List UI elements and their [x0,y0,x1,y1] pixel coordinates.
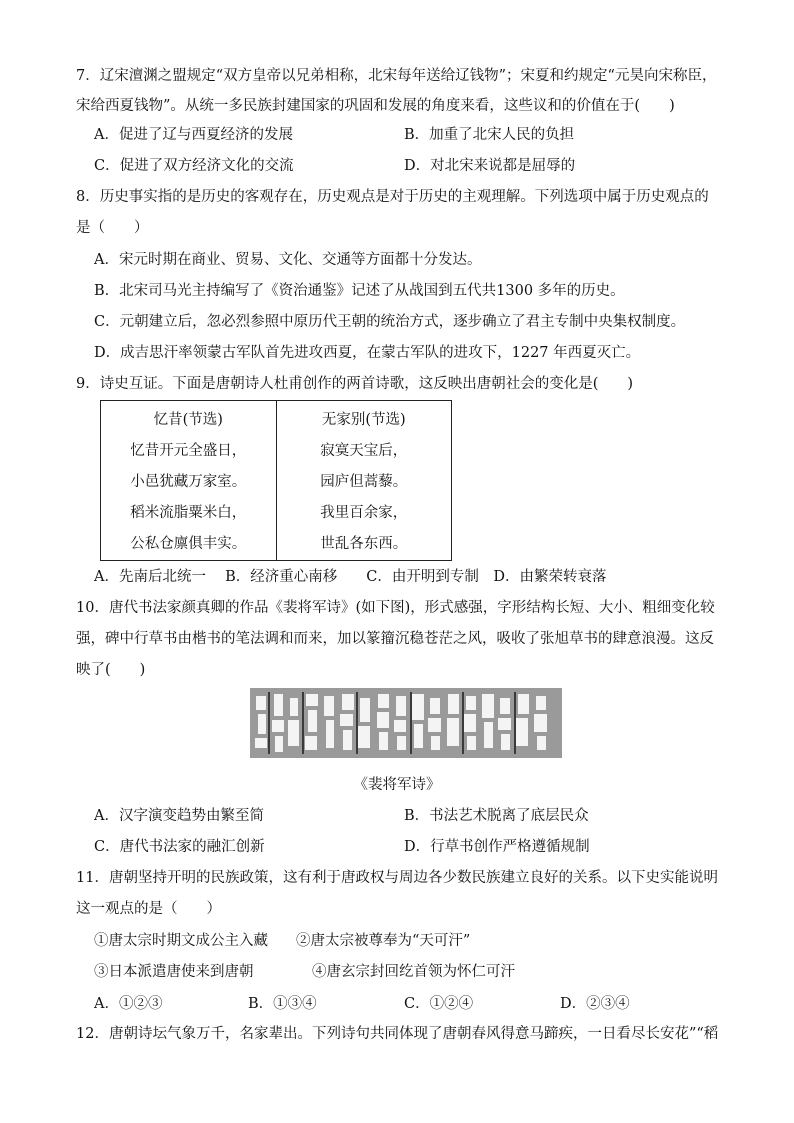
poem-right-line: 世乱各东西。 [320,536,408,552]
poem-left [101,401,277,561]
q8-option-a[interactable]: A．宋元时期在商业、贸易、文化、交通等方面都十分发达。 [94,252,482,268]
q10-stem-line1: 10．唐代书法家颜真卿的作品《裴将军诗》(如下图)，形式感强，字形结构长短、大小、粗细变化较 [76,600,715,616]
q10-option-a[interactable]: A．汉字演变趋势由繁至简 [94,808,264,824]
poem-left-line: 小邑犹藏万家室。 [130,474,247,490]
q9-stem: 9．诗史互证。下面是唐朝诗人杜甫创作的两首诗歌，这反映出唐朝社会的变化是( ) [76,376,634,392]
calligraphy-caption: 《裴将军诗》 [353,777,441,793]
q8-option-b[interactable]: B．北宋司马光主持编写了《资治通鉴》记述了从战国到五代共1300 多年的历史。 [94,283,625,299]
q7-option-b[interactable]: B．加重了北宋人民的负担 [404,127,575,143]
q11-stem-line1: 11．唐朝坚持开明的民族政策，这有利于唐政权与周边各少数民族建立良好的关系。以下史实能说明 [76,870,718,886]
q8-option-d[interactable]: D．成吉思汗率领蒙古军队首先进攻西夏，在蒙古军队的进攻下，1227 年西夏灭亡。 [94,345,641,361]
q7-stem-line2: 宋给西夏钱物”。从统一多民族封建国家的巩固和发展的角度来看，这些议和的价值在于( ) [76,98,675,114]
q8-stem-line1: 8．历史事实指的是历史的客观存在，历史观点是对于历史的主观理解。下列选项中属于历史观点的 [76,189,709,205]
poem-table [100,400,452,561]
q10-option-c[interactable]: C．唐代书法家的融汇创新 [94,839,265,855]
q11-option-a[interactable]: A．①②③ [94,996,163,1012]
q11-item-3: ③日本派遣唐使来到唐朝 [94,964,254,980]
q7-option-d[interactable]: D．对北宋来说都是屈辱的 [404,158,576,174]
q12-stem-line1: 12．唐朝诗坛气象万千，名家辈出。下列诗句共同体现了唐朝春风得意马蹄疾，一日看尽长安花”“稻 [76,1026,719,1042]
calligraphy-strokes [250,688,562,758]
q10-stem-line2: 强，碑中行草书由楷书的笔法调和而来，加以篆籀沉稳苍茫之风，吸收了张旭草书的肆意浪漫。这反 [76,631,714,647]
q11-option-b[interactable]: B．①③④ [248,996,317,1012]
q11-stem-line2: 这一观点的是（ ） [76,901,221,917]
q11-option-d[interactable]: D．②③④ [560,996,630,1012]
q10-stem-line3: 映了( ) [76,662,146,678]
q10-option-d[interactable]: D．行草书创作严格遵循规制 [404,839,590,855]
poem-left-line: 公私仓廪俱丰实。 [130,536,247,552]
poem-left-line: 忆昔开元全盛日， [130,443,247,459]
q11-item-4: ④唐玄宗封回纥首领为怀仁可汗 [312,964,515,980]
poem-left-line: 稻米流脂粟米白， [130,505,247,521]
poem-right-line: 我里百余家， [320,505,408,521]
poem-right [276,401,452,561]
q11-item-1: ①唐太宗时期文成公主入藏 [94,933,268,949]
poem-right-title: 无家别(节选) [321,412,406,428]
q8-stem-line2: 是（ ） [76,220,149,236]
q8-option-c[interactable]: C．元朝建立后，忽必烈参照中原历代王朝的统治方式，逐步确立了君主专制中央集权制度。 [94,314,686,330]
poem-right-line: 园庐但蒿藜。 [320,474,408,490]
q9-options[interactable]: A．先南后北统一 B．经济重心南移 C．由开明到专制 D．由繁荣转衰落 [94,569,607,585]
q11-item-2: ②唐太宗被尊奉为“天可汗” [296,933,471,949]
q7-stem-line1: 7．辽宋澶渊之盟规定“双方皇帝以兄弟相称，北宋每年送给辽钱物”；宋夏和约规定“元昊向宋称臣， [76,68,717,84]
q7-option-a[interactable]: A．促进了辽与西夏经济的发展 [94,127,293,143]
poem-left-title: 忆昔(节选) [153,412,223,428]
q11-option-c[interactable]: C．①②④ [404,996,474,1012]
q7-option-c[interactable]: C．促进了双方经济文化的交流 [94,158,294,174]
poem-right-line: 寂寞天宝后， [320,443,408,459]
calligraphy-image [250,688,562,758]
q10-option-b[interactable]: B．书法艺术脱离了底层民众 [404,808,589,824]
